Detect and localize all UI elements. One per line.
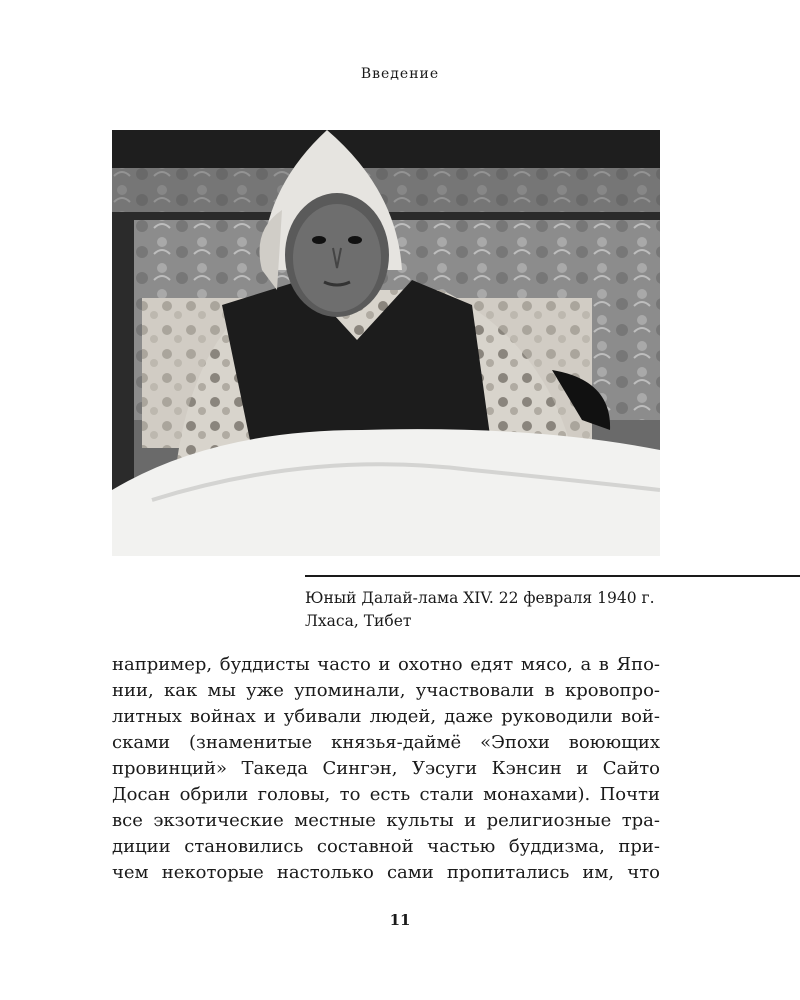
running-head: Введение	[360, 66, 440, 82]
text-line: чем некоторые настолько сами пропитались им, что	[112, 862, 660, 883]
text-line: сками (знаменитые князья-даймё «Эпохи воюющих	[112, 732, 660, 753]
caption-line: Юный Далай-лама XIV. 22 февраля 1940 г.	[305, 589, 655, 607]
text-line: провинций» Такеда Сингэн, Уэсуги Кэнсин и Сайто	[112, 758, 660, 779]
figure-caption	[305, 587, 685, 633]
body-paragraph	[112, 652, 660, 886]
photo-illustration	[112, 130, 660, 556]
text-line: все экзотические местные культы и религиозные тра-	[112, 810, 660, 831]
text-line: литных войнах и убивали людей, даже руководили вой-	[112, 706, 660, 727]
caption-line: Лхаса, Тибет	[305, 612, 412, 630]
text-line: нии, как мы уже упоминали, участвовали в кровопро-	[112, 680, 660, 701]
page-number: 11	[389, 911, 411, 929]
text-line: Досан обрили головы, то есть стали монахами). Почти	[112, 784, 660, 805]
text-line: диции становились составной частью буддизма, при-	[112, 836, 660, 857]
text-line: например, буддисты часто и охотно едят мясо, а в Япо-	[112, 654, 660, 675]
figure-photo	[112, 130, 660, 556]
caption-rule	[305, 575, 800, 577]
